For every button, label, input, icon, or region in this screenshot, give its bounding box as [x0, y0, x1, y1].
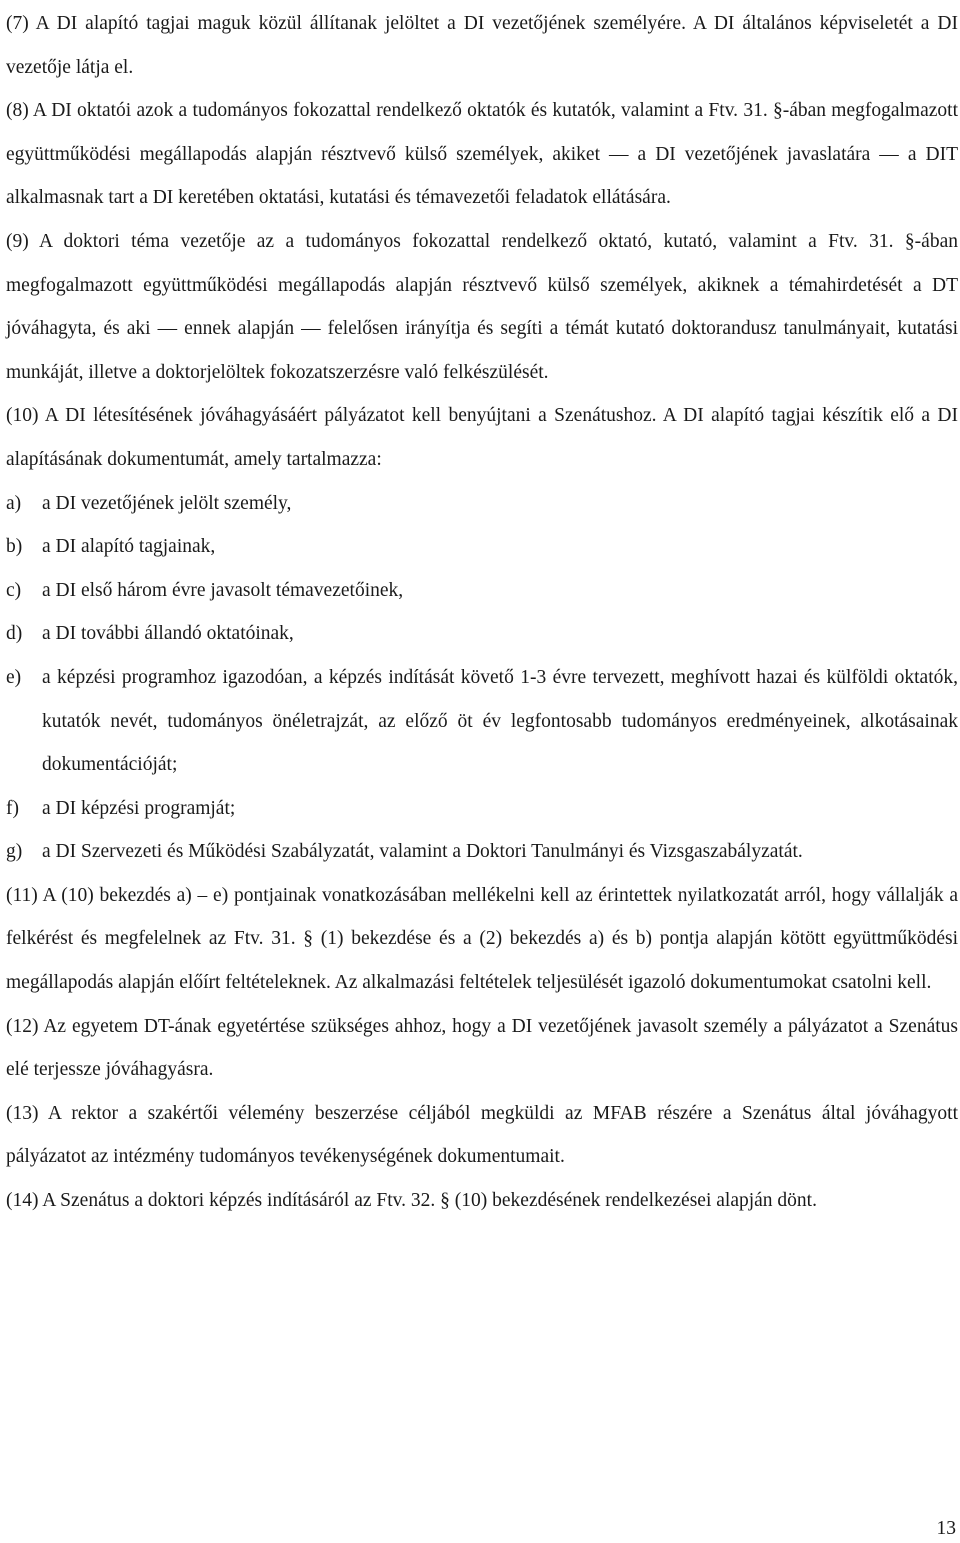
list-text: a DI vezetőjének jelölt személy,	[42, 492, 292, 514]
list-text: a képzési programhoz igazodóan, a képzés indítását követő 1-3 évre tervezett, meghívott hazai és külföldi oktatók, kutatók nevét, tudományos önéletrajzát, az előző öt év legfontosabb tudományos eredményeinek, alkotásainak dokumentációját;	[42, 666, 958, 776]
list-item-d	[6, 612, 958, 656]
paragraph-13: (13) A rektor a szakértői vélemény beszerzése céljából megküldi az MFAB részére a Szenátus által jóváhagyott pályázatot az intézmény tudományos tevékenységének dokumentumait.	[6, 1102, 958, 1168]
document-page	[6, 2, 958, 1223]
list-item-b	[6, 525, 958, 569]
paragraph-11: (11) A (10) bekezdés a) – e) pontjainak vonatkozásában mellékelni kell az érintettek nyilatkozatát arról, hogy vállalják a felkérést és megfelelnek az Ftv. 31. § (1) bekezdése és a (2) bekezdés a) és b) pontja alapján kötött együttműködési megállapodás alapján előírt feltételeknek. Az alkalmazási feltételek teljesülését igazoló dokumentumokat csatolni kell.	[6, 884, 958, 994]
list-item-c	[6, 569, 958, 613]
list-text: a DI Szervezeti és Működési Szabályzatát, valamint a Doktori Tanulmányi és Vizsgaszabályzatát.	[42, 841, 803, 863]
list-marker: c)	[6, 579, 22, 601]
list-marker: a)	[6, 492, 22, 514]
page-number: 13	[936, 1518, 956, 1539]
list-marker: f)	[6, 797, 19, 819]
paragraph-7: (7) A DI alapító tagjai maguk közül állítanak jelöltet a DI vezetőjének személyére. A DI általános képviseletét a DI vezetője látja el.	[6, 13, 958, 78]
paragraph-10: (10) A DI létesítésének jóváhagyásáért pályázatot kell benyújtani a Szenátushoz. A DI alapító tagjai készítik elő a DI alapításának dokumentumát, amely tartalmazza:	[6, 405, 958, 470]
list-text: a DI alapító tagjainak,	[42, 536, 216, 558]
list-item-f	[6, 787, 958, 831]
list-text: a DI képzési programját;	[42, 797, 236, 819]
document-list	[6, 482, 958, 874]
list-marker: d)	[6, 623, 23, 645]
list-marker: b)	[6, 536, 23, 558]
list-text: a DI első három évre javasolt témavezetőinek,	[42, 579, 404, 601]
list-item-a	[6, 482, 958, 526]
list-text: a DI további állandó oktatóinak,	[42, 623, 294, 645]
list-marker: e)	[6, 666, 22, 688]
paragraph-8: (8) A DI oktatói azok a tudományos fokozattal rendelkező oktatók és kutatók, valamint a Ftv. 31. §-ában megfogalmazott együttműködési megállapodás alapján résztvevő külső személyek, akiket — a DI vezetőjének javaslatára — a DIT alkalmasnak tart a DI keretében oktatási, kutatási és témavezetői feladatok ellátására.	[6, 100, 958, 209]
list-item-g	[6, 830, 958, 874]
paragraph-9: (9) A doktori téma vezetője az a tudományos fokozattal rendelkező oktató, kutató, valamint a Ftv. 31. §-ában megfogalmazott együttműködési megállapodás alapján résztvevő külső személyek, akiknek a témahirdetését a DT jóváhagyta, és aki — ennek alapján — felelősen irányítja és segíti a témát kutató doktorandusz tanulmányait, kutatási munkáját, illetve a doktorjelöltek fokozatszerzésre való felkészülését.	[6, 230, 958, 383]
paragraph-12: (12) Az egyetem DT-ának egyetértése szükséges ahhoz, hogy a DI vezetőjének javasolt személy a pályázatot a Szenátus elé terjessze jóváhagyásra.	[6, 1015, 958, 1081]
paragraph-14: (14) A Szenátus a doktori képzés indításáról az Ftv. 32. § (10) bekezdésének rendelkezései alapján dönt.	[6, 1190, 817, 1212]
list-item-e	[6, 656, 958, 787]
list-marker: g)	[6, 841, 23, 863]
